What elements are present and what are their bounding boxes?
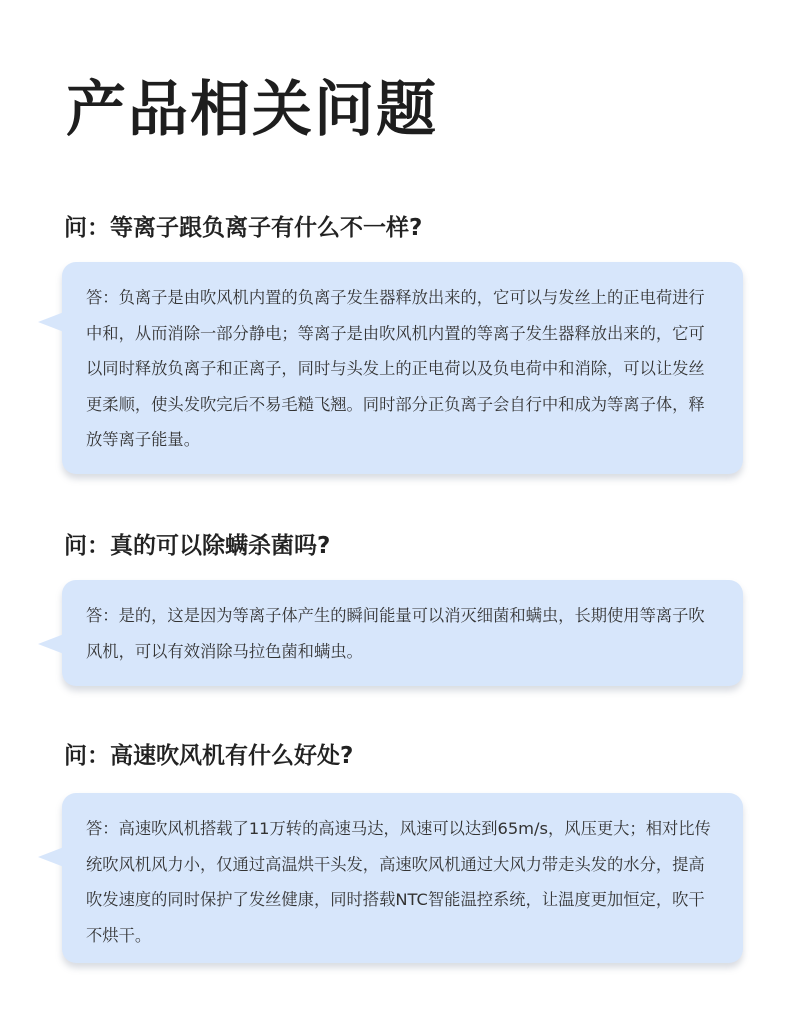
faq-question: 问：等离子跟负离子有什么不一样? <box>64 215 423 241</box>
answer-bubble <box>62 262 743 474</box>
speech-bubble-tail-icon <box>38 312 64 332</box>
faq-question: 问：高速吹风机有什么好处? <box>64 743 354 769</box>
answer-bubble <box>62 793 743 963</box>
speech-bubble-tail-icon <box>38 847 64 867</box>
faq-answer: 答：高速吹风机搭载了11万转的高速马达，风速可以达到65m/s，风压更大；相对比传统吹风机风力小，仅通过高温烘干头发，高速吹风机通过大风力带走头发的水分，提高吹发速度的同时保护了发丝健康，同时搭载NTC智能温控系统，让温度更加恒定，吹干不烘干。 <box>86 819 711 945</box>
faq-question: 问：真的可以除螨杀菌吗? <box>64 533 331 559</box>
answer-bubble <box>62 580 743 686</box>
page-title: 产品相关问题 <box>66 75 438 145</box>
speech-bubble-tail-icon <box>38 634 64 654</box>
faq-answer: 答：是的，这是因为等离子体产生的瞬间能量可以消灭细菌和螨虫，长期使用等离子吹风机，可以有效消除马拉色菌和螨虫。 <box>86 606 705 661</box>
faq-answer: 答：负离子是由吹风机内置的负离子发生器释放出来的，它可以与发丝上的正电荷进行中和，从而消除一部分静电；等离子是由吹风机内置的等离子发生器释放出来的，它可以同时释放负离子和正离子，同时与头发上的正电荷以及负电荷中和消除，可以让发丝更柔顺，使头发吹完后不易毛糙飞翘。同时部分正负离子会自行中和成为等离子体，释放等离子能量。 <box>86 288 705 450</box>
